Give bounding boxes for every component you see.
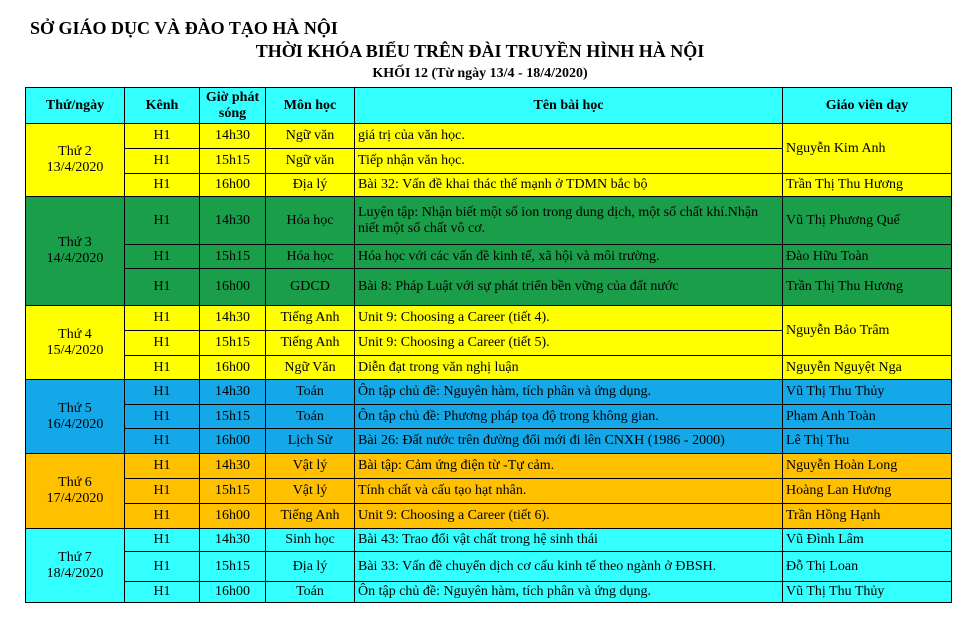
time-cell: 16h00 <box>200 504 266 529</box>
table-row <box>26 380 952 405</box>
lesson-cell: giá trị của văn học. <box>355 124 783 149</box>
subject-cell: Lịch Sử <box>266 429 355 454</box>
teacher-cell: Nguyễn Kim Anh <box>783 124 952 174</box>
lesson-cell: Bài 26: Đất nước trên đường đổi mới đi lên CNXH (1986 - 2000) <box>355 429 783 454</box>
teacher-cell: Trần Hồng Hạnh <box>783 504 952 529</box>
channel-cell: H1 <box>125 331 200 356</box>
time-cell: 14h30 <box>200 529 266 552</box>
channel-cell: H1 <box>125 269 200 306</box>
time-cell: 14h30 <box>200 380 266 405</box>
lesson-cell: Bài tập: Cảm ứng điện từ -Tự cảm. <box>355 454 783 479</box>
col-header-subject: Môn học <box>266 88 355 124</box>
channel-cell: H1 <box>125 124 200 149</box>
teacher-cell: Nguyễn Hoàn Long <box>783 454 952 479</box>
time-cell: 16h00 <box>200 174 266 197</box>
table-row <box>26 269 952 306</box>
channel-cell: H1 <box>125 306 200 331</box>
table-row <box>26 529 952 552</box>
channel-cell: H1 <box>125 479 200 504</box>
subject-cell: Toán <box>266 380 355 405</box>
channel-cell: H1 <box>125 197 200 245</box>
table-row <box>26 245 952 269</box>
time-cell: 16h00 <box>200 429 266 454</box>
lesson-cell: Bài 8: Pháp Luật với sự phát triển bền vững của đất nước <box>355 269 783 306</box>
time-cell: 15h15 <box>200 479 266 504</box>
table-row <box>26 306 952 331</box>
lesson-cell: Hóa học với các vấn đề kinh tế, xã hội và môi trường. <box>355 245 783 269</box>
table-row <box>26 356 952 380</box>
lesson-cell: Ôn tập chủ đề: Phương pháp tọa độ trong không gian. <box>355 405 783 429</box>
col-header-teacher: Giáo viên dạy <box>783 88 952 124</box>
teacher-cell: Trần Thị Thu Hương <box>783 269 952 306</box>
lesson-cell: Tính chất và cấu tạo hạt nhân. <box>355 479 783 504</box>
lesson-cell: Ôn tập chủ đề: Nguyên hàm, tích phân và ứng dụng. <box>355 380 783 405</box>
subject-cell: GDCD <box>266 269 355 306</box>
time-cell: 14h30 <box>200 306 266 331</box>
time-cell: 14h30 <box>200 124 266 149</box>
col-header-day: Thứ/ngày <box>26 88 125 124</box>
channel-cell: H1 <box>125 356 200 380</box>
channel-cell: H1 <box>125 380 200 405</box>
teacher-cell: Nguyễn Bảo Trâm <box>783 306 952 356</box>
lesson-cell: Bài 32: Vấn đề khai thác thế mạnh ở TDMN bắc bộ <box>355 174 783 197</box>
day-cell: Thứ 5 16/4/2020 <box>26 380 125 454</box>
teacher-cell: Vũ Thị Thu Thủy <box>783 380 952 405</box>
table-row <box>26 429 952 454</box>
col-header-channel: Kênh <box>125 88 200 124</box>
day-cell: Thứ 3 14/4/2020 <box>26 197 125 306</box>
day-cell: Thứ 4 15/4/2020 <box>26 306 125 380</box>
teacher-cell: Nguyễn Nguyệt Nga <box>783 356 952 380</box>
channel-cell: H1 <box>125 174 200 197</box>
table-header-row <box>26 88 952 124</box>
lesson-cell: Ôn tập chủ đề: Nguyên hàm, tích phân và ứng dụng. <box>355 582 783 603</box>
channel-cell: H1 <box>125 149 200 174</box>
lesson-cell: Unit 9: Choosing a Career (tiết 5). <box>355 331 783 356</box>
teacher-cell: Đào Hữu Toàn <box>783 245 952 269</box>
teacher-cell: Lê Thị Thu <box>783 429 952 454</box>
channel-cell: H1 <box>125 582 200 603</box>
time-cell: 16h00 <box>200 582 266 603</box>
channel-cell: H1 <box>125 552 200 582</box>
teacher-cell: Vũ Thị Thu Thủy <box>783 582 952 603</box>
table-row <box>26 454 952 479</box>
subject-cell: Địa lý <box>266 174 355 197</box>
subject-cell: Toán <box>266 405 355 429</box>
teacher-cell: Trần Thị Thu Hương <box>783 174 952 197</box>
lesson-cell: Bài 43: Trao đổi vật chất trong hệ sinh thái <box>355 529 783 552</box>
channel-cell: H1 <box>125 529 200 552</box>
lesson-cell: Bài 33: Vấn đề chuyển dịch cơ cấu kinh tế theo ngành ở ĐBSH. <box>355 552 783 582</box>
teacher-cell: Vũ Thị Phương Quế <box>783 197 952 245</box>
subject-cell: Địa lý <box>266 552 355 582</box>
table-row <box>26 174 952 197</box>
subject-cell: Tiếng Anh <box>266 306 355 331</box>
teacher-cell: Đỗ Thị Loan <box>783 552 952 582</box>
subject-cell: Vật lý <box>266 454 355 479</box>
subject-cell: Vật lý <box>266 479 355 504</box>
teacher-cell: Vũ Đình Lâm <box>783 529 952 552</box>
teacher-cell: Phạm Anh Toàn <box>783 405 952 429</box>
time-cell: 14h30 <box>200 454 266 479</box>
lesson-cell: Tiếp nhận văn học. <box>355 149 783 174</box>
channel-cell: H1 <box>125 429 200 454</box>
table-row <box>26 479 952 504</box>
subject-cell: Ngữ văn <box>266 149 355 174</box>
channel-cell: H1 <box>125 504 200 529</box>
page-subtitle: KHỐI 12 (Từ ngày 13/4 - 18/4/2020) <box>372 66 588 81</box>
time-cell: 16h00 <box>200 356 266 380</box>
subject-cell: Ngữ văn <box>266 124 355 149</box>
lesson-cell: Luyện tập: Nhận biết một số ion trong dung dịch, một số chất khí.Nhận niết một số chất vô cơ. <box>355 197 783 245</box>
subject-cell: Hóa học <box>266 245 355 269</box>
col-header-lesson: Tên bài học <box>355 88 783 124</box>
channel-cell: H1 <box>125 454 200 479</box>
subject-cell: Ngữ Văn <box>266 356 355 380</box>
page-title: THỜI KHÓA BIỂU TRÊN ĐÀI TRUYỀN HÌNH HÀ NỘI <box>255 41 705 61</box>
table-row <box>26 552 952 582</box>
time-cell: 15h15 <box>200 245 266 269</box>
time-cell: 15h15 <box>200 149 266 174</box>
channel-cell: H1 <box>125 405 200 429</box>
table-row <box>26 504 952 529</box>
subject-cell: Sinh học <box>266 529 355 552</box>
lesson-cell: Diễn đạt trong văn nghị luận <box>355 356 783 380</box>
teacher-cell: Hoàng Lan Hương <box>783 479 952 504</box>
table-row <box>26 197 952 245</box>
day-cell: Thứ 2 13/4/2020 <box>26 124 125 197</box>
org-title: SỞ GIÁO DỤC VÀ ĐÀO TẠO HÀ NỘI <box>30 18 338 38</box>
day-cell: Thứ 7 18/4/2020 <box>26 529 125 603</box>
time-cell: 16h00 <box>200 269 266 306</box>
time-cell: 14h30 <box>200 197 266 245</box>
lesson-cell: Unit 9: Choosing a Career (tiết 4). <box>355 306 783 331</box>
subject-cell: Toán <box>266 582 355 603</box>
col-header-time: Giờ phát sóng <box>200 88 266 124</box>
subject-cell: Tiếng Anh <box>266 331 355 356</box>
lesson-cell: Unit 9: Choosing a Career (tiết 6). <box>355 504 783 529</box>
time-cell: 15h15 <box>200 405 266 429</box>
time-cell: 15h15 <box>200 552 266 582</box>
schedule-table <box>25 87 952 603</box>
channel-cell: H1 <box>125 245 200 269</box>
time-cell: 15h15 <box>200 331 266 356</box>
subject-cell: Tiếng Anh <box>266 504 355 529</box>
subject-cell: Hóa học <box>266 197 355 245</box>
table-row <box>26 124 952 149</box>
table-row <box>26 405 952 429</box>
table-row <box>26 582 952 603</box>
day-cell: Thứ 6 17/4/2020 <box>26 454 125 529</box>
